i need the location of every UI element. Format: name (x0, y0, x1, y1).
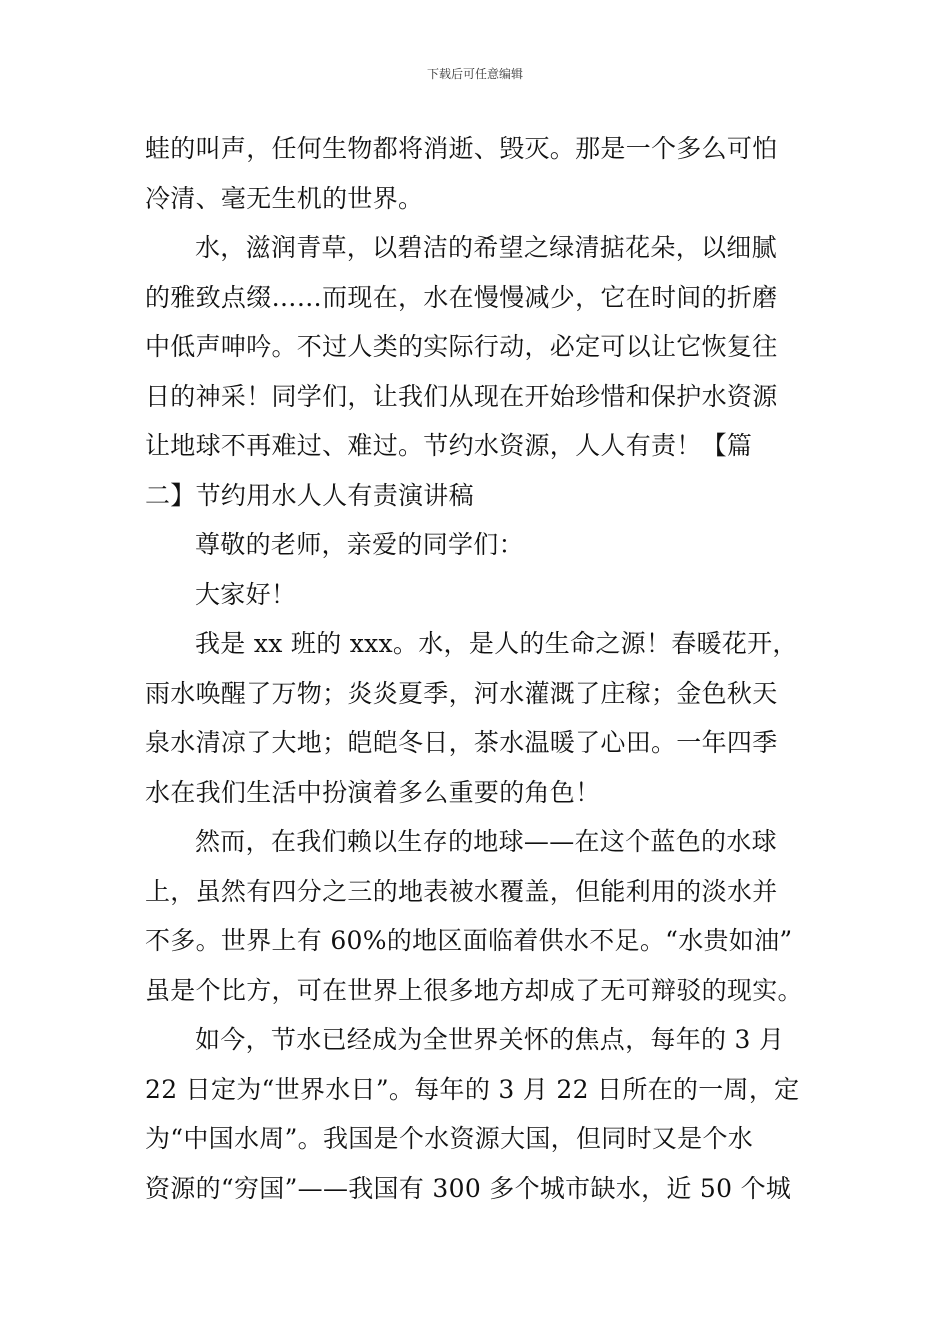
text-line: 蛙的叫声，任何生物都将消逝、毁灭。那是一个多么可怕 (145, 134, 778, 163)
text-line: 上，虽然有四分之三的地表被水覆盖，但能利用的淡水并 (145, 876, 778, 906)
text-line: 日的神采！同学们，让我们从现在开始珍惜和保护水资源 (145, 381, 778, 411)
document-body (145, 124, 810, 1213)
text-line: 22 日定为“世界水日”。每年的 3 月 22 日所在的一周，定 (145, 1074, 800, 1104)
text-line: 中低声呻吟。不过人类的实际行动，必定可以让它恢复往 (145, 332, 778, 361)
text-line: 虽是个比方，可在世界上很多地方却成了无可辩驳的现实。 (145, 975, 803, 1005)
text-line: 冷清、毫无生机的世界。 (145, 183, 424, 213)
page-header: 下载后可任意编辑 (426, 67, 523, 81)
text-line: 泉水清凉了大地；皑皑冬日，茶水温暖了心田。一年四季 (145, 728, 778, 757)
salutation: 尊敬的老师，亲爱的同学们： (195, 530, 524, 559)
paragraph-start: 水，滋润青草，以碧洁的希望之绿清掂花朵，以细腻 (195, 233, 777, 262)
greeting: 大家好！ (195, 579, 297, 609)
paragraph-start: 如今，节水已经成为全世界关怀的焦点，每年的 3 月 (195, 1025, 785, 1054)
text-line: 的雅致点缀……而现在，水在慢慢减少，它在时间的折磨 (145, 282, 778, 312)
text-line: 雨水唤醒了万物；炎炎夏季，河水灌溉了庄稼；金色秋天 (145, 678, 778, 708)
text-line: 水在我们生活中扮演着多么重要的角色！ (145, 777, 601, 807)
text-line: 二】节约用水人人有责演讲稿 (145, 480, 474, 510)
paragraph-start: 我是 xx 班的 xxx。水，是人的生命之源！春暖花开， (195, 629, 798, 658)
paragraph-start: 然而，在我们赖以生存的地球——在这个蓝色的水球 (195, 827, 777, 856)
text-line: 让地球不再难过、难过。节约水资源，人人有责！【篇 (145, 431, 753, 460)
text-line: 不多。世界上有 60%的地区面临着供水不足。“水贵如油” (145, 926, 793, 955)
text-line: 资源的“穷国”——我国有 300 多个城市缺水，近 50 个城 (145, 1173, 792, 1203)
text-line: 为“中国水周”。我国是个水资源大国，但同时又是个水 (145, 1124, 754, 1153)
